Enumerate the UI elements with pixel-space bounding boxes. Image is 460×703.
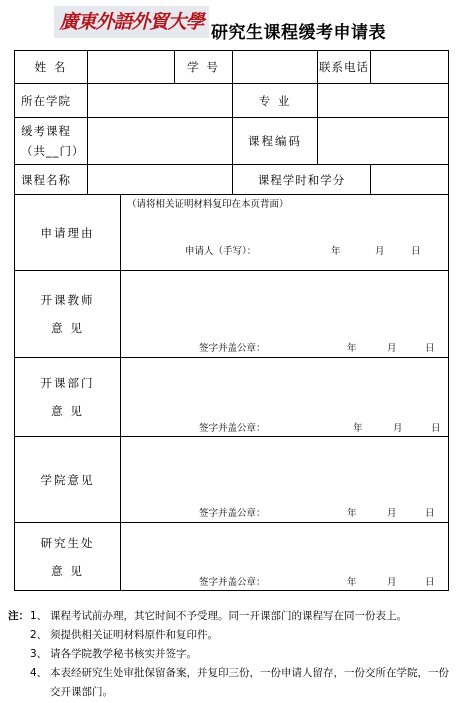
college-field[interactable]: [88, 84, 233, 118]
college-opinion-field[interactable]: [121, 437, 449, 523]
name-field[interactable]: [88, 51, 175, 84]
teacher-opinion-field[interactable]: [121, 271, 449, 358]
note-item: [8, 626, 453, 645]
application-form: [14, 50, 449, 591]
phone-label: 联系电话: [318, 51, 371, 84]
grad-office-year-label: 年: [347, 577, 357, 588]
note-number: 3、: [30, 648, 48, 660]
student-id-field[interactable]: [233, 51, 318, 84]
college-day-label: 日: [425, 508, 435, 519]
page-title: 研究生课程缓考申请表: [211, 23, 386, 43]
college-label: 所在学院: [15, 84, 88, 118]
note-item: [8, 645, 453, 664]
note-item: [8, 664, 453, 702]
teacher-sign-label: 签字并盖公章：: [199, 343, 266, 354]
university-logo: 廣東外語外貿大學: [54, 6, 209, 38]
dept-opinion-label-line2: 意 见: [51, 404, 84, 418]
note-text: 须提供相关证明材料原件和复印件。: [50, 629, 218, 641]
reason-month-label: 月: [375, 246, 385, 257]
major-field[interactable]: [318, 84, 449, 118]
teacher-day-label: 日: [425, 343, 435, 354]
college-month-label: 月: [387, 508, 397, 519]
deferred-course-label-line1: 缓考课程: [21, 124, 71, 138]
dept-opinion-label-line1: 开课部门: [40, 376, 95, 390]
course-hours-field[interactable]: [371, 165, 449, 195]
notes-prefix: 注：: [8, 610, 29, 622]
header: [0, 0, 460, 50]
teacher-opinion-label-line1: 开课教师: [40, 293, 95, 307]
phone-field[interactable]: [371, 51, 449, 84]
college-year-label: 年: [347, 508, 357, 519]
grad-office-opinion-label: [15, 523, 121, 591]
dept-day-label: 日: [431, 423, 441, 434]
note-text: 请各学院教学秘书核实并签字。: [50, 648, 197, 660]
college-sign-label: 签字并盖公章：: [199, 508, 266, 519]
college-opinion-label: 学院意见: [15, 437, 121, 523]
note-item: [8, 607, 453, 626]
note-number: 1、: [30, 610, 48, 622]
note-number: 2、: [30, 629, 48, 641]
grad-office-sign-label: 签字并盖公章：: [199, 577, 266, 588]
teacher-opinion-label-line2: 意 见: [51, 321, 84, 335]
course-name-label: 课程名称: [15, 165, 88, 195]
dept-opinion-field[interactable]: [121, 358, 449, 437]
teacher-year-label: 年: [347, 343, 357, 354]
dept-opinion-label: [15, 358, 121, 437]
applicant-signature-label: 申请人（手写）：: [185, 246, 257, 257]
grad-office-month-label: 月: [387, 577, 397, 588]
course-code-field[interactable]: [318, 118, 449, 165]
notes: [8, 607, 453, 702]
reason-label: 申请理由: [15, 195, 121, 271]
dept-month-label: 月: [393, 423, 403, 434]
teacher-opinion-label: [15, 271, 121, 358]
course-name-field[interactable]: [88, 165, 233, 195]
note-text: 课程考试前办理，其它时间不予受理。同一开课部门的课程写在同一份表上。: [50, 610, 407, 622]
grad-office-opinion-label-line2: 意 见: [51, 563, 84, 578]
reason-field[interactable]: [121, 195, 449, 271]
course-code-label: 课程编码: [233, 118, 318, 165]
grad-office-opinion-label-line1: 研究生处: [40, 535, 95, 550]
teacher-month-label: 月: [387, 343, 397, 354]
reason-hint: （请将相关证明材料复印在本页背面）: [127, 199, 289, 210]
grad-office-day-label: 日: [425, 577, 435, 588]
student-id-label: 学 号: [175, 51, 233, 84]
reason-day-label: 日: [411, 246, 421, 257]
reason-year-label: 年: [331, 246, 341, 257]
dept-sign-label: 签字并盖公章：: [199, 423, 266, 434]
deferred-course-label-line2: （共__门）: [21, 144, 85, 158]
name-label: 姓 名: [15, 51, 88, 84]
note-text: 本表经研究生处审批保留备案，并复印三份，一份申请人留存，一份交所在学院，一份交开课部门。: [50, 667, 449, 698]
note-number: 4、: [30, 667, 48, 679]
dept-year-label: 年: [353, 423, 363, 434]
grad-office-opinion-field[interactable]: [121, 523, 449, 591]
major-label: 专 业: [233, 84, 318, 118]
course-hours-label: 课程学时和学分: [233, 165, 371, 195]
deferred-course-field[interactable]: [88, 118, 233, 165]
deferred-course-label: [15, 118, 88, 165]
